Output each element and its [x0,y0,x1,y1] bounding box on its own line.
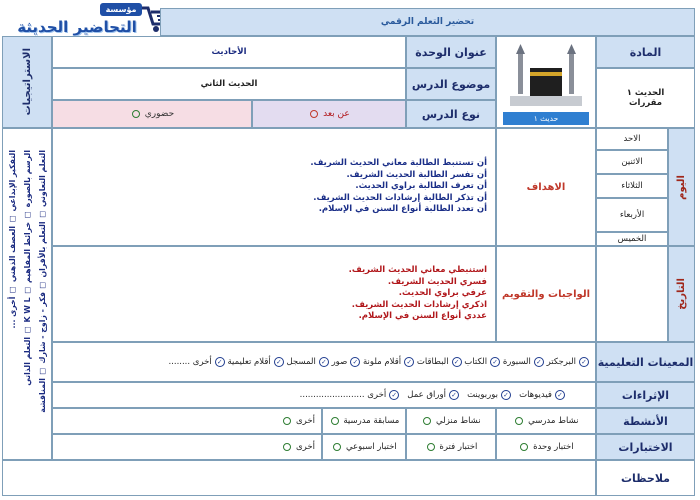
test-2[interactable] [406,434,496,460]
lesson-type-inperson[interactable] [52,100,252,128]
resources-row [168,357,589,367]
resource-item: أخرى ........ [168,357,212,367]
homework-item: عرفي براوي الحديث. [398,288,487,299]
objective-item: أن تعرف الطالبة براوي الحديث. [355,181,487,192]
radio-icon[interactable] [423,417,431,425]
check-circle-icon[interactable]: ✓ [534,357,544,367]
tests-label [596,434,695,460]
unit-label-text: عنوان الوحدة [415,45,487,59]
check-circle-icon[interactable]: ✓ [389,390,399,400]
day-wednesday[interactable] [596,198,668,232]
subject-label [596,36,695,68]
homework-item: اذكري إرشادات الحديث الشريف. [351,299,487,310]
resource-item: أقلام ملونة [363,357,402,367]
test-1-wrap [518,442,573,452]
homework-item: فسري الحديث الشريف. [387,276,487,287]
strategies-label [2,36,52,128]
unit-value-text: الأحاديث [211,47,247,57]
test-2-wrap [425,442,478,452]
day-monday-text: الاثنين [621,157,643,167]
enrichment-row [300,390,565,400]
logo [0,0,185,40]
kaaba-icon [508,40,584,110]
activity-3-wrap [329,416,400,426]
homework-item: استنبطي معاني الحديث الشريف. [348,265,487,276]
check-circle-icon[interactable]: ✓ [404,357,414,367]
check-circle-icon[interactable]: ✓ [501,390,511,400]
radio-icon[interactable] [331,417,339,425]
lesson-image-caption: حديث ١ [503,112,589,125]
radio-inperson-icon[interactable] [132,110,140,118]
strategy-column-1[interactable]: التعلم التعاوني ☐ التعلم بالأقران ☐ فكر - زاوج - شارك ☐ المناقشة [38,150,47,413]
lesson-topic-label-text: موضوع الدرس [411,77,491,91]
lesson-type-label-text: نوع الدرس [421,107,481,121]
resource-item: السبورة [502,357,531,367]
test-item-text: اختبار وحدة [533,442,574,452]
resource-item: البطاقات [416,357,449,367]
resource-item: البرجكتر [546,357,576,367]
test-4-wrap [281,442,315,452]
activity-2-wrap [421,416,480,426]
day-wednesday-text: الأربعاء [619,210,645,220]
check-circle-icon[interactable]: ✓ [449,390,459,400]
lesson-image [496,36,596,128]
activity-item-text: نشاط منزلي [436,416,481,426]
page-title-text: تحضير التعلم الرقمي [380,17,475,27]
activities-label [596,408,695,434]
homework-label-text: الواجبات والتقويم [502,288,590,300]
objective-item: أن تذكر الطالبة إرشادات الحديث الشريف. [313,192,487,203]
day-thursday-text: الخميس [617,234,647,244]
radio-icon[interactable] [515,417,523,425]
enrichment-item: أخرى ........................ [299,390,387,400]
logo-top-text: مؤسسة [100,3,142,16]
day-label [668,128,695,246]
activity-item-text: أخرى [296,416,315,426]
objectives-label-text: الاهداف [526,181,566,193]
homework-list [349,265,487,323]
unit-label [406,36,496,68]
page-title [160,8,695,36]
radio-icon[interactable] [283,443,291,451]
day-tuesday[interactable] [596,174,668,198]
radio-icon[interactable] [520,443,528,451]
resources-content [52,342,596,382]
date-label-text: التاريخ [676,278,687,310]
activities-label-text: الأنشطة [623,414,668,428]
resources-label [596,342,695,382]
homework-label [496,246,596,342]
radio-icon[interactable] [283,417,291,425]
objectives-content [52,128,496,246]
unit-value [52,36,406,68]
lesson-topic-value [52,68,406,100]
resource-item: صور [331,357,348,367]
lesson-type-inperson-text: حضوري [144,109,175,119]
activity-1-wrap [513,416,578,426]
day-monday[interactable] [596,150,668,174]
enrichment-item: أوراق عمل [407,390,446,400]
notes-label [596,460,695,496]
activity-2[interactable] [406,408,496,434]
activity-item-text: مسابقة مدرسية [343,416,400,426]
radio-icon[interactable] [427,443,435,451]
day-label-text: اليوم [676,174,687,200]
date-value[interactable] [596,246,668,342]
lesson-topic-label [406,68,496,100]
logo-main-text: التحاضير الحديثة [17,18,137,36]
strategy-column-3[interactable]: التفكير الإبداعي ☐ العصف الذهني ☐ أخرى ... [8,150,17,329]
lesson-type-remote[interactable] [252,100,406,128]
subject-value-line2: مقررات [628,98,663,108]
test-3[interactable] [322,434,406,460]
activity-4-wrap [281,416,315,426]
resource-item: أقلام تعليمية [227,357,271,367]
objectives-list [310,158,487,216]
test-4[interactable] [52,434,322,460]
subject-label-text: المادة [629,45,662,59]
objectives-label [496,128,596,246]
activity-4[interactable] [52,408,322,434]
enrichment-item: فيديوهات [519,390,552,400]
activity-1[interactable] [496,408,596,434]
day-sunday-text: الاحد [623,134,641,144]
enrichment-item: بوربوينت [467,390,498,400]
objective-item: أن تعدد الطالبة أنواع السنن في الإسلام. [318,204,487,215]
date-label [668,246,695,342]
test-item-text: اختبار فترة [439,442,478,452]
check-circle-icon[interactable]: ✓ [555,390,565,400]
radio-icon[interactable] [333,443,341,451]
homework-content [52,246,496,342]
day-tuesday-text: الثلاثاء [621,181,643,191]
test-item-text: أخرى [296,442,315,452]
tests-label-text: الاختبارات [618,440,673,454]
subject-value-line1: الحديث ١ [626,88,665,98]
strategy-column-2[interactable]: الرسم بالصورة ☐ خرائط المفاهيم ☐ K W L ☐ التعلم الذاتي [23,150,32,386]
check-circle-icon[interactable]: ✓ [319,357,329,367]
enrichment-label [596,382,695,408]
check-circle-icon[interactable]: ✓ [215,357,225,367]
lesson-type-remote-text: عن بعد [323,109,350,119]
lesson-type-label [406,100,496,128]
objective-item: أن تفسر الطالبة الحديث الشريف. [346,169,487,180]
activity-item-text: نشاط مدرسي [528,416,579,426]
day-thursday[interactable] [596,232,668,246]
check-circle-icon[interactable]: ✓ [452,357,462,367]
check-circle-icon[interactable]: ✓ [579,357,589,367]
resource-item: الكتاب [464,357,488,367]
notes-field[interactable] [2,460,596,496]
activity-3[interactable] [322,408,406,434]
test-item-text: اختبار اسبوعي [345,442,397,452]
resource-item: المسجل [286,357,316,367]
check-circle-icon[interactable]: ✓ [274,357,284,367]
resources-label-text: المعينات التعليمية [597,355,694,369]
check-circle-icon[interactable]: ✓ [350,357,360,367]
day-sunday[interactable] [596,128,668,150]
homework-item: عددي أنواع السنن في الإسلام. [358,311,487,322]
strategies-label-text: الاستراتيجيات [21,48,33,116]
lesson-type-remote-wrap [308,109,350,119]
enrichment-label-text: الإثراءات [621,388,670,402]
subject-value [596,68,695,128]
radio-remote-icon[interactable] [310,110,318,118]
notes-label-text: ملاحظات [621,471,670,485]
objective-item: أن تستنبط الطالبة معاني الحديث الشريف. [310,158,487,169]
test-1[interactable] [496,434,596,460]
test-3-wrap [331,442,396,452]
lesson-type-inperson-wrap [130,109,174,119]
lesson-topic-value-text: الحديث الثاني [200,79,258,89]
check-circle-icon[interactable]: ✓ [490,357,500,367]
enrichment-content [52,382,596,408]
